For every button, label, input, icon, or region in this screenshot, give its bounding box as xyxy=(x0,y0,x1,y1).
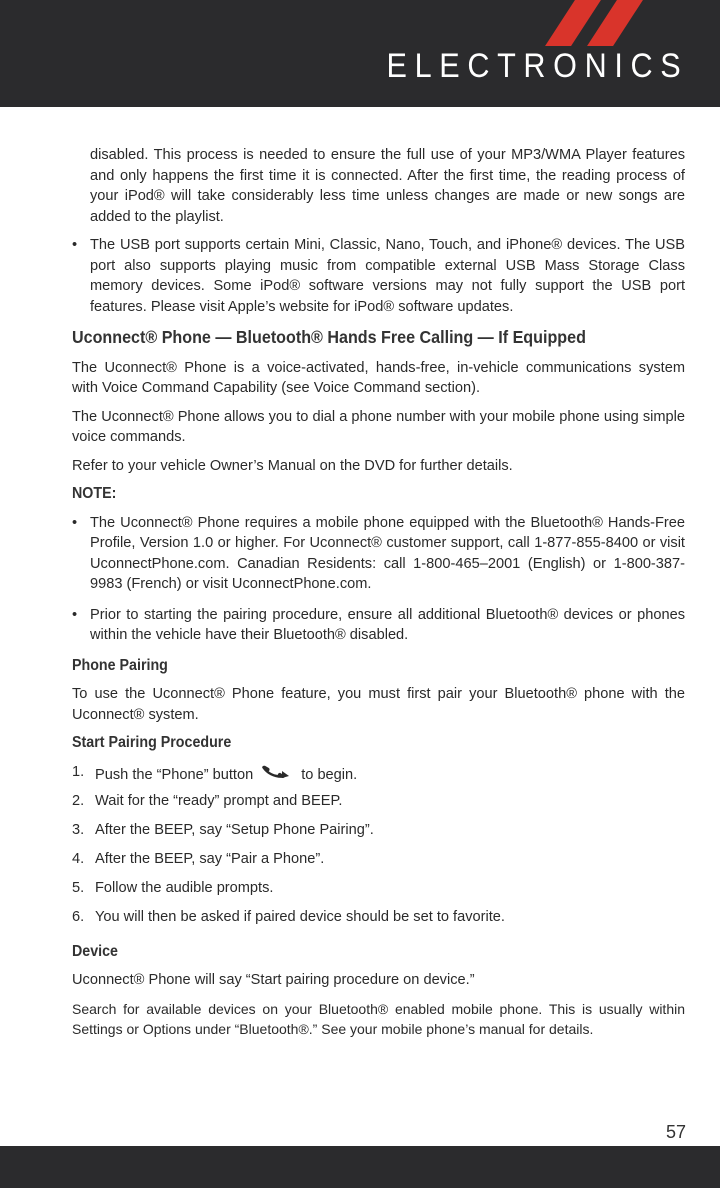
bullet-dot: • xyxy=(72,514,78,531)
intro-continuation: disabled. This process is needed to ensure the full use of your MP3/WMA Player features and only happens the first time it is connected. After the first time, the reading process of your iPod® will take considerably less time unless changes are made or new songs are added to the playlist. xyxy=(90,147,685,225)
phone-handset-icon xyxy=(261,762,291,788)
step-number: 4. xyxy=(72,850,85,867)
device-text: Search for available devices on your Bluetooth® enabled mobile phone. This is usually within Settings or Options under “Bluetooth®.” See your mobile phone’s manual for details. xyxy=(72,1000,685,1037)
step-text: Follow the audible prompts. xyxy=(95,879,274,896)
step-number: 6. xyxy=(72,908,85,925)
page-content xyxy=(72,145,685,1048)
note-bullet-text: The Uconnect® Phone requires a mobile phone equipped with the Bluetooth® Hands-Free Profile, Version 1.0 or higher. For Uconnect® customer support, call 1-877-855-8400 or visit UconnectPhone.com. Canadian Residents: call 1-800-465–2001 (English) or 1-800-387-9983 (French) or visit UconnectPhone.com. xyxy=(90,514,685,592)
step-text xyxy=(95,762,357,788)
step-number: 1. xyxy=(72,763,85,780)
usb-bullet xyxy=(72,235,685,317)
note-bullet xyxy=(72,513,685,595)
uconnect-heading: Uconnect® Phone — Bluetooth® Hands Free Calling — If Equipped xyxy=(72,327,586,347)
pairing-step xyxy=(72,849,685,878)
pairing-step xyxy=(72,878,685,907)
step-number: 5. xyxy=(72,879,85,896)
uconnect-paragraph: The Uconnect® Phone is a voice-activated, hands-free, in-vehicle communications system with Voice Command Capability (see Voice Command section). xyxy=(72,359,685,396)
uconnect-paragraph: The Uconnect® Phone allows you to dial a phone number with your mobile phone using simple voice commands. xyxy=(72,408,685,445)
step-text: After the BEEP, say “Pair a Phone”. xyxy=(95,850,325,867)
pairing-step xyxy=(72,907,685,936)
note-bullet-text: Prior to starting the pairing procedure, ensure all additional Bluetooth® devices or phones within the vehicle have their Bluetooth® disabled. xyxy=(90,606,685,643)
phone-pairing-text: To use the Uconnect® Phone feature, you must first pair your Bluetooth® phone with the Uconnect® system. xyxy=(72,686,685,723)
note-label: NOTE: xyxy=(72,485,117,502)
pairing-step xyxy=(72,762,685,791)
step-text: You will then be asked if paired device should be set to favorite. xyxy=(95,908,505,925)
device-text: Uconnect® Phone will say “Start pairing procedure on device.” xyxy=(72,972,475,988)
step-text-before-icon: Push the “Phone” button xyxy=(95,766,254,783)
pairing-step xyxy=(72,820,685,849)
pairing-step xyxy=(72,791,685,820)
step-text: Wait for the “ready” prompt and BEEP. xyxy=(95,792,343,809)
uconnect-paragraph: Refer to your vehicle Owner’s Manual on the DVD for further details. xyxy=(72,457,513,474)
step-text-after-icon: to begin. xyxy=(301,766,358,783)
start-pairing-heading: Start Pairing Procedure xyxy=(72,734,232,751)
page-header xyxy=(0,0,720,107)
bullet-dot: • xyxy=(72,606,78,623)
usb-bullet-text: The USB port supports certain Mini, Classic, Nano, Touch, and iPhone® devices. The USB port also supports playing music from compatible external USB Mass Storage Class memory devices. Some iPod® software versions may not fully support the USB port features. Please visit Apple’s website for iPod® software updates. xyxy=(90,237,685,315)
pairing-steps xyxy=(72,762,685,936)
step-text: After the BEEP, say “Setup Phone Pairing”. xyxy=(95,821,374,838)
page-number: 57 xyxy=(665,1122,686,1142)
phone-pairing-heading: Phone Pairing xyxy=(72,656,168,674)
section-title: ELECTRONICS xyxy=(386,47,688,85)
note-bullet xyxy=(72,605,685,646)
page-footer xyxy=(0,1146,720,1188)
step-number: 2. xyxy=(72,792,85,809)
bullet-dot: • xyxy=(72,237,78,253)
device-heading: Device xyxy=(72,942,118,960)
step-number: 3. xyxy=(72,821,85,838)
